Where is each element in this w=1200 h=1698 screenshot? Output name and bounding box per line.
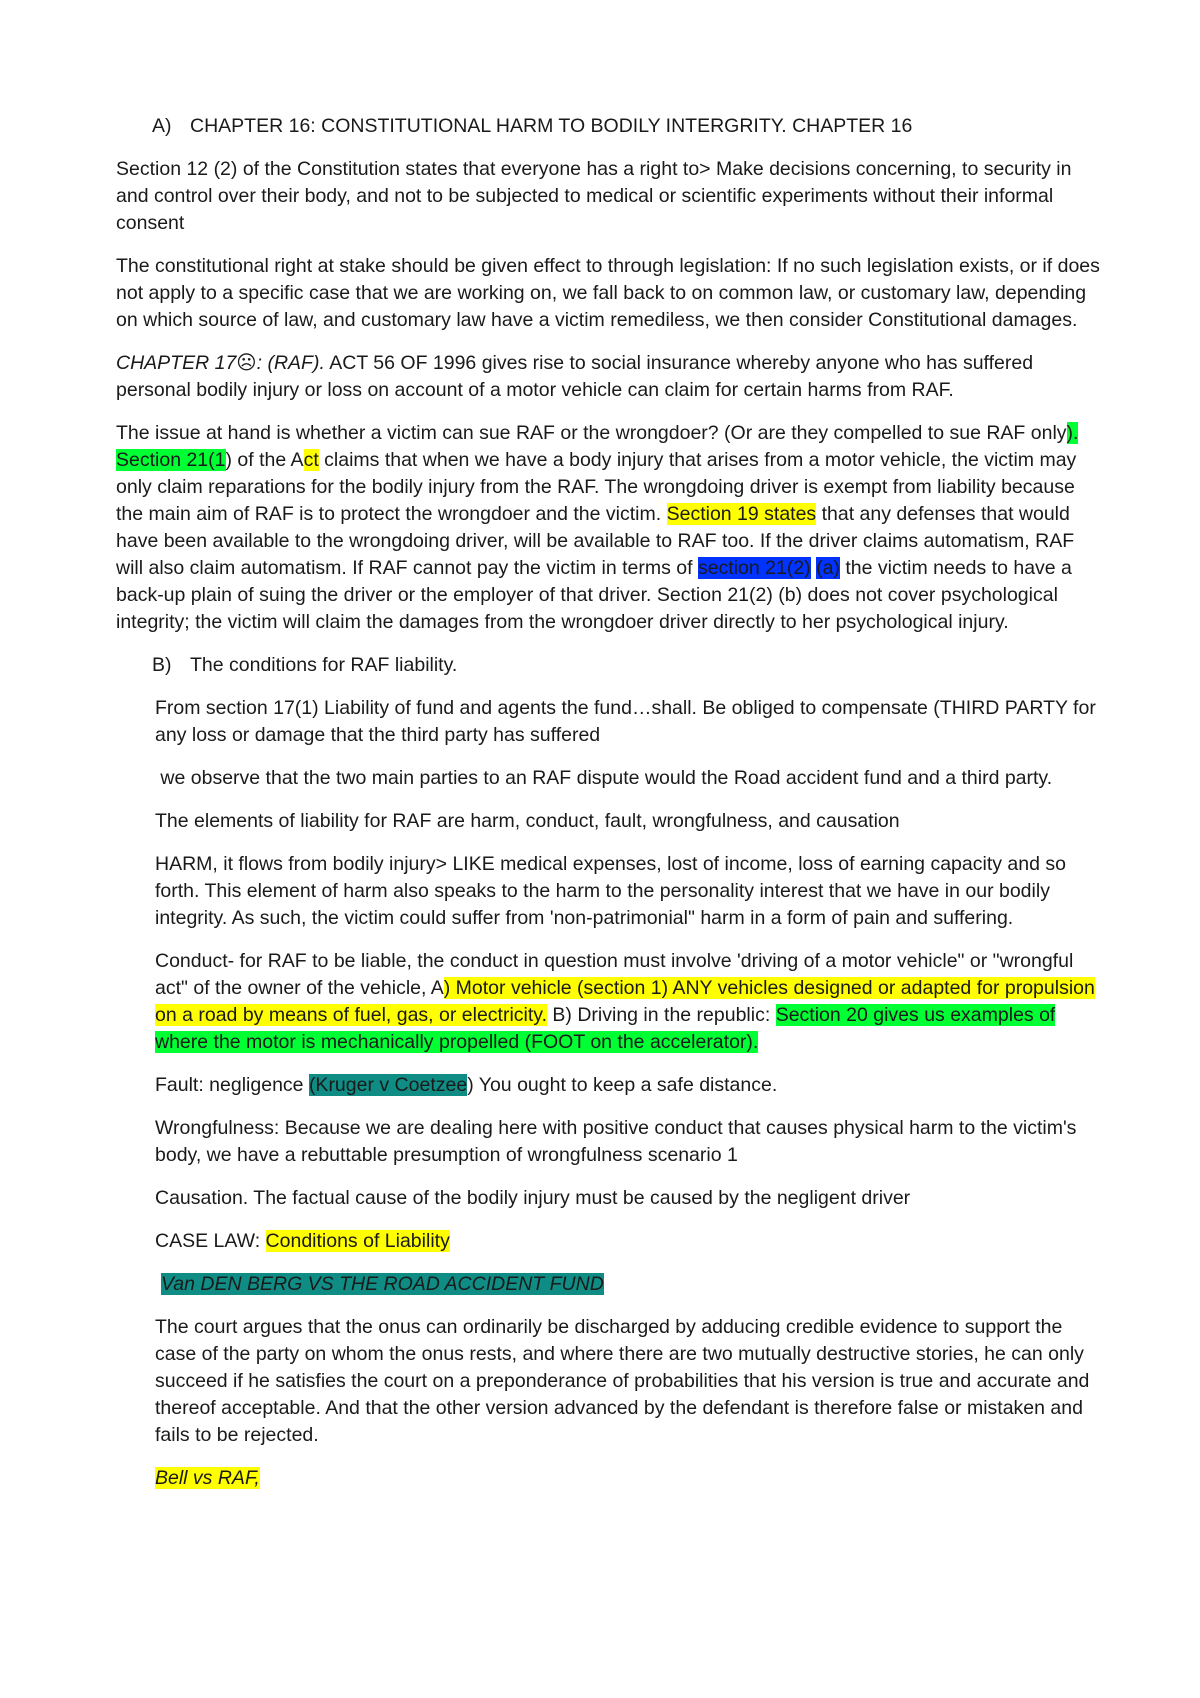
heading-chapter-16 — [152, 113, 1100, 140]
text-run: ) of the A — [225, 449, 304, 471]
heading-conditions-raf — [152, 652, 1100, 679]
highlight-section-19: Section 19 states — [666, 503, 817, 525]
text-run: Conduct- for RAF to be liable, the conduct in question must involve 'driving of a motor vehicle" or "wrongful act" of the owner of the vehicle, A — [155, 950, 1074, 999]
highlight-bell-vs-raf: Bell vs RAF, — [155, 1467, 260, 1489]
case-title-bell — [155, 1465, 1100, 1492]
raf-label: : (RAF). — [256, 352, 325, 374]
paragraph-causation: Causation. The factual cause of the bodily injury must be caused by the negligent driver — [155, 1187, 911, 1209]
heading-text: CHAPTER 16: CONSTITUTIONAL HARM TO BODILY INTERGRITY. CHAPTER 16 — [190, 115, 913, 137]
paragraph-issue-at-hand — [116, 420, 1100, 636]
highlight-act: ct — [303, 449, 319, 471]
paragraph-wrongfulness: Wrongfulness: Because we are dealing here with positive conduct that causes physical harm to the victim's body, we have a rebuttable presumption of wrongfulness scenario 1 — [155, 1117, 1077, 1166]
paragraph-main-parties: we observe that the two main parties to an RAF dispute would the Road accident fund and a third party. — [155, 767, 1053, 789]
paragraph-fault — [155, 1072, 1100, 1099]
text-run: CASE LAW: — [155, 1230, 266, 1252]
highlight-conditions-liability: Conditions of Liability — [265, 1230, 450, 1252]
text-run: Fault: negligence — [155, 1074, 309, 1096]
paragraph-case-law — [155, 1228, 1100, 1255]
highlight-motor-vehicle: ) Motor vehicle (section 1) ANY vehicles designed or adapted for propulsion on a road by means of fuel, gas, or electricity. — [155, 977, 1095, 1026]
paragraph-conduct — [155, 948, 1100, 1056]
highlight-subsection-a: (a) — [816, 557, 840, 579]
highlight-section-21-2: section 21(2) — [697, 557, 811, 579]
text-run: The issue at hand is whether a victim can sue RAF or the wrongdoer? (Or are they compelled to sue RAF only — [116, 422, 1067, 444]
text-run: claims that when we have a body injury that arises from a motor vehicle, the victim may only claim reparations for the bodily injury from the RAF. The wrongdoing driver is exempt from liability because the main aim of RAF is to protect the wrongdoer and the victim. — [116, 449, 1077, 525]
list-label-b: B) — [152, 654, 172, 676]
case-title-van-den-berg — [155, 1271, 1100, 1298]
highlight-van-den-berg: Van DEN BERG VS THE ROAD ACCIDENT FUND — [161, 1273, 604, 1295]
chapter-17-text: ACT 56 OF 1996 gives rise to social insurance whereby anyone who has suffered personal bodily injury or loss on account of a motor vehicle can claim for certain harms from RAF. — [116, 352, 1034, 401]
paragraph-constitutional-right: The constitutional right at stake should be given effect to through legislation: If no such legislation exists, or if does not apply to a specific case that we are working on, we fall back to on common law, or customary law, depending on which source of law, and customary law have a victim remediless, we then consider Constitutional damages. — [116, 255, 1100, 331]
paragraph-section-17-1: From section 17(1) Liability of fund and agents the fund…shall. Be obliged to compensate (THIRD PARTY for any loss or damage that the third party has suffered — [155, 697, 1096, 746]
text-run: the victim needs to have a back-up plain of suing the driver or the employer of that driver. Section 21(2) (b) does not cover psychological integrity; the victim will claim the damages from the wrongdoer driver directly to her psychological injury. — [116, 557, 1072, 633]
paragraph-section-12: Section 12 (2) of the Constitution states that everyone has a right to> Make decisions concerning, to security in and control over their body, and not to be subjected to medical or scientific experiments without their informal consent — [116, 158, 1072, 234]
text-run: ) You ought to keep a safe distance. — [467, 1074, 778, 1096]
text-run: that any defenses that would have been available to the wrongdoing driver, will be available to RAF too. If the driver claims automatism, RAF will also claim automatism. If RAF cannot pay the victim in terms of — [116, 503, 1075, 579]
paragraph-elements: The elements of liability for RAF are harm, conduct, fault, wrongfulness, and causation — [155, 810, 900, 832]
highlight-kruger-v-coetzee: (Kruger v Coetzee — [308, 1074, 468, 1096]
paragraph-chapter-17 — [116, 350, 1100, 404]
paragraph-harm: HARM, it flows from bodily injury> LIKE medical expenses, lost of income, loss of earning capacity and so forth. This element of harm also speaks to the harm to the personality interest that we have in our bodily integrity. As such, the victim could suffer from 'non-patrimonial" harm in a form of pain and suffering. — [155, 853, 1066, 929]
text-run: B) Driving in the republic: — [547, 1004, 776, 1026]
highlight-section-21-1: ). Section 21(1 — [116, 422, 1079, 471]
list-label-a: A) — [152, 115, 172, 137]
sad-face-icon: ☹ — [236, 352, 257, 374]
paragraph-court-argues: The court argues that the onus can ordinarily be discharged by adducing credible evidence to support the case of the party on whom the onus rests, and where there are two mutually destructive stories, he can only succeed if he satisfies the court on a preponderance of probabilities that his version is true and accurate and thereof acceptable. And that the other version advanced by the defendant is therefore false or mistaken and fails to be rejected. — [155, 1316, 1090, 1446]
heading-text: The conditions for RAF liability. — [190, 654, 458, 676]
chapter-17-label: CHAPTER 17 — [116, 352, 237, 374]
highlight-section-20: Section 20 gives us examples of where the motor is mechanically propelled (FOOT on the accelerator). — [155, 1004, 1056, 1053]
